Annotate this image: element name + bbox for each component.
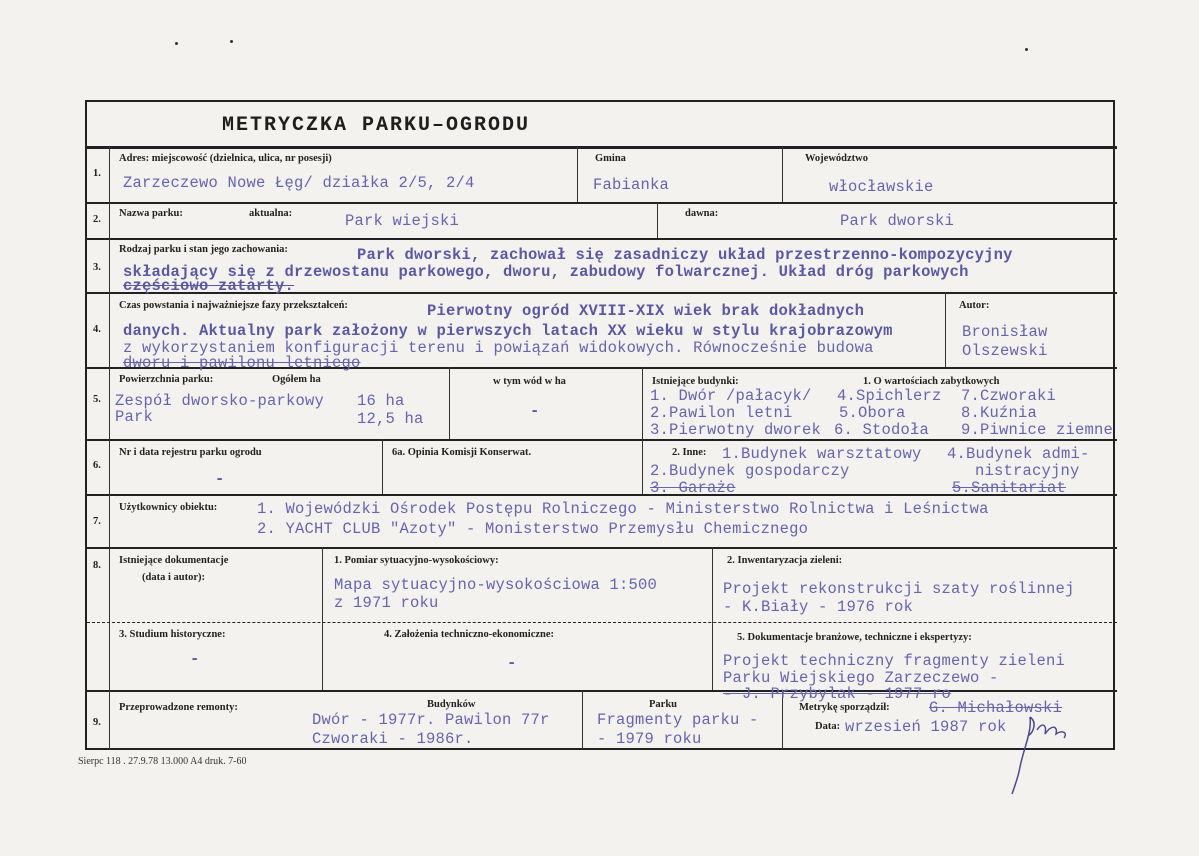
area-value: 12,5 ha (357, 410, 424, 428)
history-study-label: 3. Studium historyczne: (119, 629, 226, 640)
current-name-label: aktualna: (249, 208, 293, 219)
other-building-item: 1.Budynek warsztatowy (722, 445, 922, 463)
date-value: wrzesień 1987 rok (845, 718, 1007, 736)
docs-label: Istniejące dokumentacje (119, 555, 229, 566)
speck (1025, 48, 1028, 51)
building-item: 9.Piwnice ziemne (961, 421, 1114, 439)
building-item: 3.Pierwotny dworek (650, 421, 822, 439)
current-name-value: Park wiejski (345, 212, 460, 230)
history-line: Pierwotny ogród XVIII-XIX wiek brak dokładnych (427, 302, 865, 320)
made-by-value: G. Michałowski (929, 699, 1063, 717)
divider (782, 146, 783, 202)
row-number: 2. (93, 214, 101, 225)
repairs-label: Przeprowadzone remonty: (119, 702, 238, 713)
divider (87, 202, 1117, 204)
survey-label: 1. Pomiar sytuacyjno-wysokościowy: (334, 555, 499, 566)
row-number: 9. (93, 717, 101, 728)
tech-value: - (507, 654, 517, 672)
monuments-label: 1. O wartościach zabytkowych (863, 376, 1000, 387)
gmina-value: Fabianka (593, 176, 670, 194)
water-value: - (530, 402, 540, 420)
register-value: - (215, 470, 225, 488)
row-number: 7. (93, 516, 101, 527)
address-value: Zarzeczewo Nowe Łęg/ działka 2/5, 2/4 (123, 174, 475, 192)
area-item: Zespół dworsko-parkowy (115, 392, 325, 410)
divider (657, 202, 658, 238)
repairs-buildings-value: Dwór - 1977r. Pawilon 77r (312, 711, 550, 729)
park-type-label: Rodzaj parku i stan jego zachowania: (119, 244, 288, 255)
area-value: 16 ha (357, 392, 405, 410)
other-building-item: 3. Garaże (650, 479, 736, 497)
divider (945, 292, 946, 367)
repairs-park-value: Fragmenty parku - (597, 711, 759, 729)
divider (382, 439, 383, 494)
form-frame (85, 100, 1115, 750)
divider (577, 146, 578, 202)
made-by-label: Metrykę sporządził: (799, 702, 890, 713)
building-item: 8.Kuźnia (961, 404, 1038, 422)
divider (582, 690, 583, 750)
opinion-label: 6a. Opinia Komisji Konserwat. (392, 447, 532, 458)
repairs-buildings-value: Czworaki - 1986r. (312, 730, 474, 748)
building-item: 2.Pawilon letni (650, 404, 793, 422)
divider (87, 547, 1117, 549)
address-label: Adres: miejscowość (dzielnica, ulica, nr posesji) (119, 153, 332, 164)
divider (322, 547, 323, 690)
row-number: 6. (93, 460, 101, 471)
park-type-line: składający się z drzewostanu parkowego, dworu, zabudowy folwarcznej. Układ dróg parkowych (123, 263, 969, 281)
date-label: Data: (815, 721, 841, 732)
repairs-park-value: - 1979 roku (597, 730, 702, 748)
other-building-item: 5.Sanitariat (952, 479, 1067, 497)
divider (87, 622, 1117, 623)
history-study-value: - (190, 650, 200, 668)
number-column-divider (109, 146, 110, 750)
printer-footer: Sierpc 118 . 27.9.78 13.000 A4 druk. 7-60 (78, 756, 247, 767)
row-number: 5. (93, 394, 101, 405)
building-item: 6. Stodoła (834, 421, 930, 439)
park-name-label: Nazwa parku: (119, 208, 183, 219)
other-building-item: 4.Budynek admi- (947, 445, 1090, 463)
branch-docs-value: - J. Przybylak - 1977 ro (723, 685, 952, 703)
speck (230, 40, 233, 43)
area-label: Powierzchnia parku: (119, 374, 214, 385)
repairs-buildings-label: Budynków (427, 699, 476, 710)
register-label: Nr i data rejestru parku ogrodu (119, 447, 262, 458)
divider (712, 547, 713, 690)
voivodeship-value: włocławskie (829, 178, 934, 196)
divider (449, 367, 450, 439)
other-buildings-label: 2. Inne: (672, 447, 707, 458)
gmina-label: Gmina (595, 153, 626, 164)
branch-docs-value: Projekt techniczny fragmenty zieleni (723, 652, 1066, 670)
speck (175, 42, 178, 45)
user-item: 2. YACHT CLUB "Azoty" - Monisterstwo Przemysłu Chemicznego (257, 520, 809, 538)
other-building-item: 2.Budynek gospodarczy (650, 462, 850, 480)
area-item: Park (115, 408, 154, 426)
divider (87, 690, 1117, 692)
history-line: z wykorzystaniem konfiguracji terenu i powiązań widokowych. Równocześnie budowa (123, 339, 874, 357)
building-item: 1. Dwór /pałacyk/ (650, 387, 812, 405)
voivodeship-label: Województwo (805, 153, 868, 164)
row-number: 4. (93, 324, 101, 335)
water-label: w tym wód w ha (493, 376, 566, 387)
survey-value: z 1971 roku (334, 594, 439, 612)
row-number: 3. (93, 262, 101, 273)
history-line: dworu i pawilonu letniego (123, 354, 361, 372)
author-value: Bronisław (962, 323, 1048, 341)
signature (992, 712, 1082, 797)
survey-value: Mapa sytuacyjno-wysokościowa 1:500 (334, 576, 658, 594)
divider (87, 146, 1117, 149)
repairs-park-label: Parku (649, 699, 678, 710)
divider (642, 367, 643, 439)
history-label: Czas powstania i najważniejsze fazy przekształceń: (119, 300, 348, 311)
row-number: 8. (93, 560, 101, 571)
branch-docs-label: 5. Dokumentacje branżowe, techniczne i ekspertyzy: (737, 632, 972, 643)
buildings-label: Istniejące budynki: (652, 376, 739, 387)
author-value: Olszewski (962, 342, 1048, 360)
greenery-value: - K.Biały - 1976 rok (723, 598, 914, 616)
docs-label: (data i autor): (142, 572, 205, 583)
former-name-label: dawna: (685, 208, 719, 219)
area-total-label: Ogółem ha (272, 374, 321, 385)
greenery-label: 2. Inwentaryzacja zieleni: (727, 555, 843, 566)
branch-docs-value: Parku Wiejskiego Zarzeczewo - (723, 669, 999, 687)
building-item: 7.Czworaki (961, 387, 1057, 405)
park-type-line: częściowo zatarty. (123, 277, 295, 295)
greenery-value: Projekt rekonstrukcji szaty roślinnej (723, 580, 1075, 598)
tech-label: 4. Założenia techniczno-ekonomiczne: (384, 629, 555, 640)
row-number: 1. (93, 168, 101, 179)
user-item: 1. Wojewódzki Ośrodek Postępu Rolniczego - Ministerstwo Rolnictwa i Leśnictwa (257, 500, 989, 518)
users-label: Użytkownicy obiektu: (119, 502, 218, 513)
park-type-line: Park dworski, zachował się zasadniczy układ przestrzenno-kompozycyjny (357, 246, 1013, 264)
divider (87, 238, 1117, 240)
building-item: 4.Spichlerz (837, 387, 942, 405)
form-title: METRYCZKA PARKU–OGRODU (222, 114, 531, 137)
building-item: 5.Obora (839, 404, 906, 422)
history-line: danych. Aktualny park założony w pierwszych latach XX wieku w stylu krajobrazowym (123, 322, 893, 340)
former-name-value: Park dworski (840, 212, 955, 230)
divider (642, 439, 643, 494)
other-building-item: nistracyjny (975, 462, 1080, 480)
author-label: Autor: (959, 300, 990, 311)
